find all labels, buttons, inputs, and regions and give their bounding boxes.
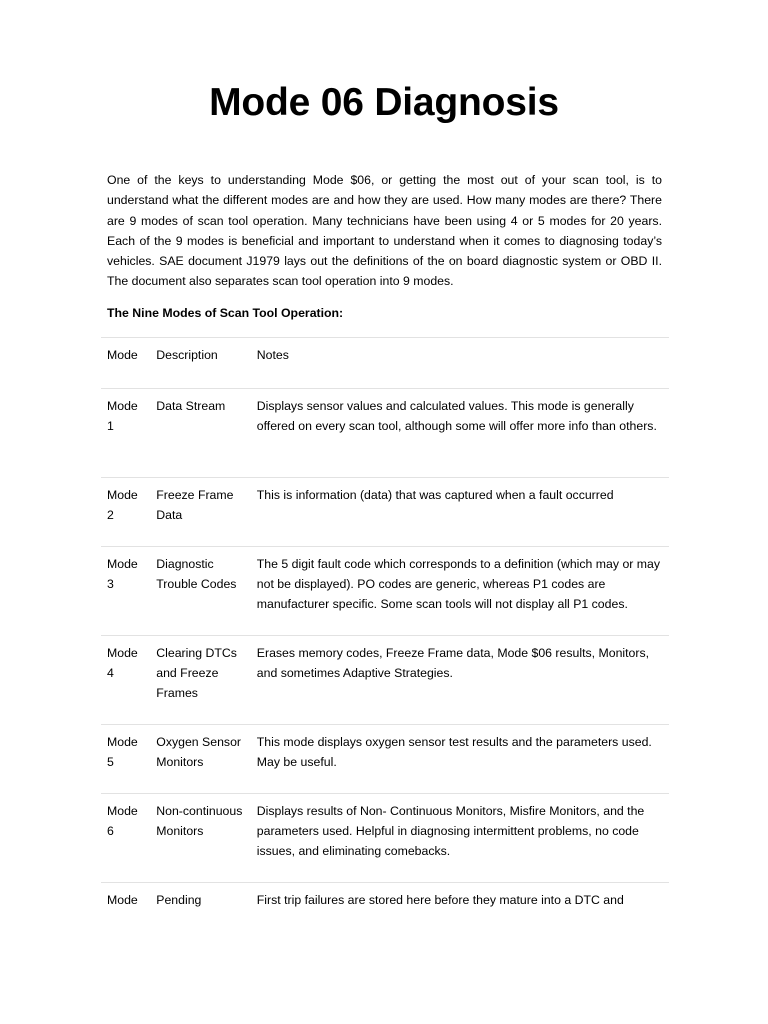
table-row bbox=[101, 478, 669, 547]
table-row bbox=[101, 636, 669, 725]
mode-cell: Mode 2 bbox=[101, 478, 150, 547]
table-header-row bbox=[101, 338, 669, 389]
mode-cell: Mode 3 bbox=[101, 547, 150, 636]
mode-cell: Mode bbox=[101, 883, 150, 923]
notes-cell: First trip failures are stored here before they mature into a DTC and bbox=[251, 883, 669, 923]
description-cell: Data Stream bbox=[150, 389, 251, 478]
intro-paragraph: One of the keys to understanding Mode $06, or getting the most out of your scan tool, is to understand what the different modes are and how they are used. How many modes are there? There are 9 modes of scan tool operation. Many technicians have been using 4 or 5 modes for 20 years. Each of the 9 modes is beneficial and important to understand when it comes to diagnosing today’s vehicles. SAE document J1979 lays out the definitions of the on board diagnostic system or OBD II. The document also separates scan tool operation into 9 modes. bbox=[107, 173, 662, 289]
header-description: Description bbox=[150, 338, 251, 389]
mode-cell: Mode 4 bbox=[101, 636, 150, 725]
mode-cell: Mode 5 bbox=[101, 725, 150, 794]
page-title: Mode 06 Diagnosis bbox=[209, 81, 559, 124]
modes-table bbox=[101, 337, 669, 923]
table-row bbox=[101, 389, 669, 478]
header-mode: Mode bbox=[101, 338, 150, 389]
description-cell: Diagnostic Trouble Codes bbox=[150, 547, 251, 636]
notes-cell: This is information (data) that was captured when a fault occurred bbox=[251, 478, 669, 547]
mode-cell: Mode 1 bbox=[101, 389, 150, 478]
table-row bbox=[101, 794, 669, 883]
table-row bbox=[101, 725, 669, 794]
mode-cell: Mode 6 bbox=[101, 794, 150, 883]
description-cell: Freeze Frame Data bbox=[150, 478, 251, 547]
table-row bbox=[101, 547, 669, 636]
description-cell: Clearing DTCs and Freeze Frames bbox=[150, 636, 251, 725]
notes-cell: Displays results of Non- Continuous Monitors, Misfire Monitors, and the parameters used. Helpful in diagnosing intermittent problems, no code issues, and eliminating comebacks. bbox=[251, 794, 669, 883]
description-cell: Oxygen Sensor Monitors bbox=[150, 725, 251, 794]
notes-cell: The 5 digit fault code which corresponds to a definition (which may or may not be displayed). PO codes are generic, whereas P1 codes are manufacturer specific. Some scan tools will not display all P1 codes. bbox=[251, 547, 669, 636]
header-notes: Notes bbox=[251, 338, 669, 389]
table-heading: The Nine Modes of Scan Tool Operation: bbox=[107, 306, 344, 320]
notes-cell: Erases memory codes, Freeze Frame data, Mode $06 results, Monitors, and sometimes Adaptive Strategies. bbox=[251, 636, 669, 725]
description-cell: Non-continuous Monitors bbox=[150, 794, 251, 883]
description-cell: Pending bbox=[150, 883, 251, 923]
table-row bbox=[101, 883, 669, 923]
notes-cell: This mode displays oxygen sensor test results and the parameters used. May be useful. bbox=[251, 725, 669, 794]
notes-cell: Displays sensor values and calculated values. This mode is generally offered on every scan tool, although some will offer more info than others. bbox=[251, 389, 669, 478]
